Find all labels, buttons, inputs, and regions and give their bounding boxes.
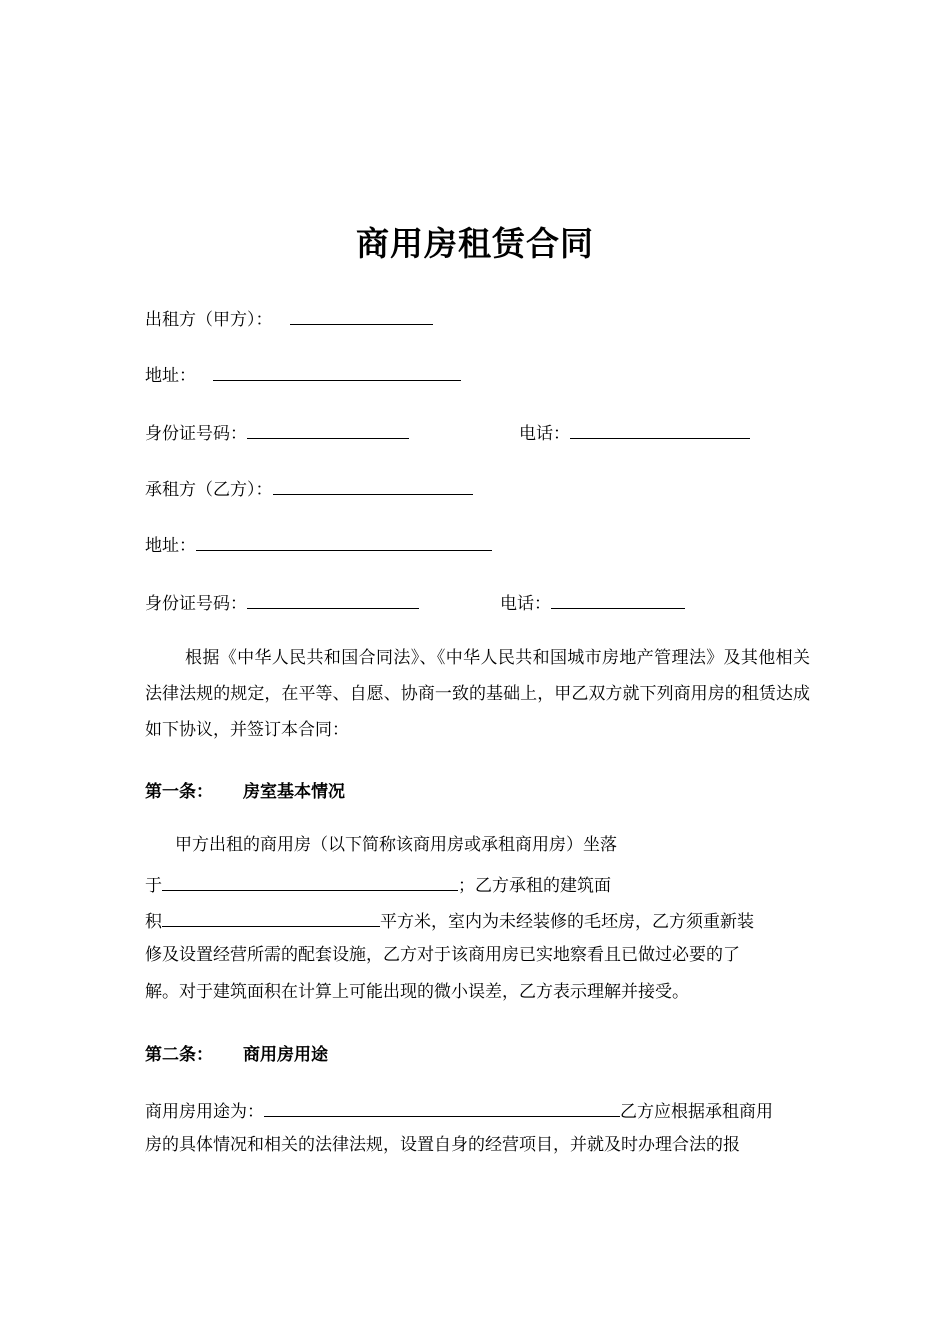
lessee-phone-row bbox=[500, 588, 685, 614]
article2-line2: 房的具体情况和相关的法律法规，设置自身的经营项目，并就及时办理合法的报 bbox=[145, 1135, 740, 1155]
lessor-id-field[interactable] bbox=[247, 418, 409, 439]
article1-line2 bbox=[145, 870, 611, 896]
article1-line4: 修及设置经营所需的配套设施，乙方对于该商用房已实地察看且已做过必要的了 bbox=[145, 945, 740, 965]
property-location-field[interactable] bbox=[162, 870, 458, 891]
article2-line1 bbox=[145, 1096, 773, 1122]
lessee-id-label: 身份证号码： bbox=[145, 594, 247, 614]
lessor-address-field[interactable] bbox=[213, 360, 461, 381]
usage-suffix: 乙方应根据承租商用 bbox=[620, 1102, 773, 1122]
lessee-address-field[interactable] bbox=[196, 530, 492, 551]
article2-number: 第二条： bbox=[145, 1045, 213, 1065]
lessor-phone-field[interactable] bbox=[570, 418, 750, 439]
document-title: 商用房租赁合同 bbox=[356, 224, 594, 263]
preamble-paragraph: 根据《中华人民共和国合同法》、《中华人民共和国城市房地产管理法》及其他相关法律法规的规定，在平等、自愿、协商一致的基础上，甲乙双方就下列商用房的租赁达成如下协议，并签订本合同： bbox=[145, 648, 810, 740]
article1-area-prefix: 积 bbox=[145, 912, 162, 932]
lessee-id-row bbox=[145, 588, 419, 614]
article1-line1: 甲方出租的商用房（以下简称该商用房或承租商用房）坐落 bbox=[175, 835, 617, 855]
lessee-name-field[interactable] bbox=[273, 474, 473, 495]
lessor-address-row bbox=[145, 360, 461, 386]
lessee-name-label: 承租方（乙方）： bbox=[145, 480, 273, 500]
article1-location-suffix: ；乙方承租的建筑面 bbox=[458, 876, 611, 896]
usage-prefix: 商用房用途为： bbox=[145, 1102, 264, 1122]
article1-title: 房室基本情况 bbox=[243, 782, 345, 802]
article1-area-suffix: 平方米，室内为未经装修的毛坯房，乙方须重新装 bbox=[380, 912, 754, 932]
lessee-id-field[interactable] bbox=[247, 588, 419, 609]
lessee-address-row bbox=[145, 530, 492, 556]
lessor-phone-row bbox=[519, 418, 750, 444]
article1-heading bbox=[145, 777, 345, 802]
lessor-address-label: 地址： bbox=[145, 366, 196, 386]
article1-line3 bbox=[145, 906, 754, 932]
lessor-phone-label: 电话： bbox=[519, 424, 570, 444]
article2-title: 商用房用途 bbox=[243, 1045, 328, 1065]
article1-location-prefix: 于 bbox=[145, 876, 162, 896]
lessor-id-row bbox=[145, 418, 409, 444]
lessee-address-label: 地址： bbox=[145, 536, 196, 556]
lessor-name-field[interactable] bbox=[290, 304, 433, 325]
lessor-id-label: 身份证号码： bbox=[145, 424, 247, 444]
article1-line5: 解。对于建筑面积在计算上可能出现的微小误差，乙方表示理解并接受。 bbox=[145, 982, 689, 1002]
lessor-name-label: 出租方（甲方）： bbox=[145, 310, 273, 330]
lessee-name-row bbox=[145, 474, 473, 500]
property-usage-field[interactable] bbox=[264, 1096, 620, 1117]
lessee-phone-field[interactable] bbox=[551, 588, 685, 609]
lessee-phone-label: 电话： bbox=[500, 594, 551, 614]
article1-number: 第一条： bbox=[145, 782, 213, 802]
article2-heading bbox=[145, 1040, 328, 1065]
building-area-field[interactable] bbox=[162, 906, 380, 927]
lessor-name-row bbox=[145, 304, 433, 330]
